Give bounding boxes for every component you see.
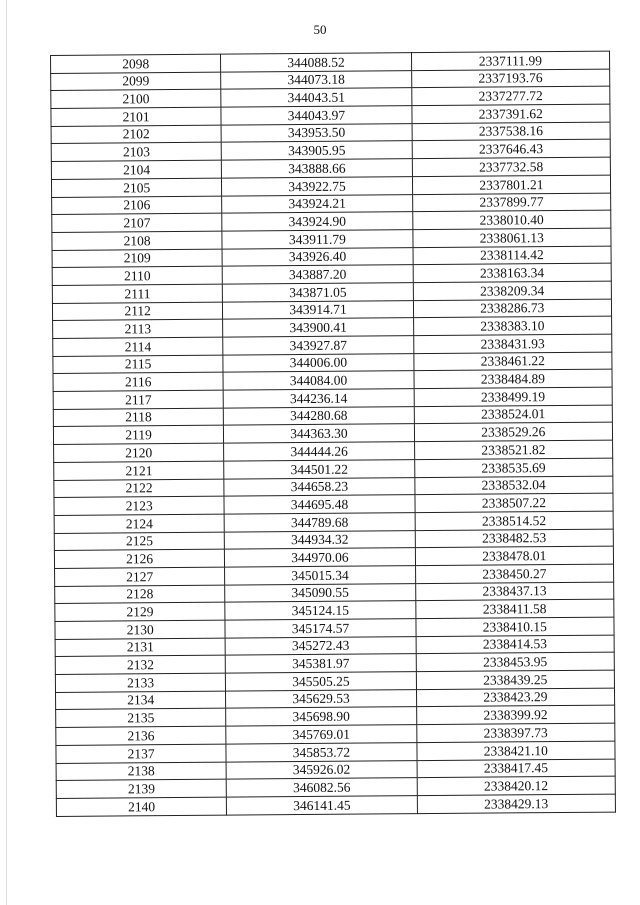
y-coordinate-cell: 2338524.01 — [414, 405, 612, 424]
x-coordinate-cell: 345769.01 — [226, 725, 416, 744]
y-coordinate-cell: 2338529.26 — [414, 423, 612, 442]
x-coordinate-cell: 344789.68 — [224, 513, 414, 532]
y-coordinate-cell: 2338061.13 — [413, 228, 611, 247]
point-number-cell: 2112 — [52, 302, 222, 321]
point-number-cell: 2104 — [51, 160, 221, 179]
y-coordinate-cell: 2338450.27 — [415, 564, 613, 583]
y-coordinate-cell: 2338521.82 — [414, 440, 612, 459]
point-number-cell: 2129 — [55, 602, 225, 621]
page-number: 50 — [313, 22, 327, 37]
x-coordinate-cell: 345090.55 — [225, 583, 415, 602]
point-number-cell: 2132 — [55, 656, 225, 675]
point-number-cell: 2137 — [56, 744, 226, 763]
point-number-cell: 2123 — [54, 496, 224, 515]
y-coordinate-cell: 2338383.10 — [413, 316, 611, 335]
point-number-cell: 2126 — [54, 549, 224, 568]
y-coordinate-cell: 2337732.58 — [412, 157, 610, 176]
y-coordinate-cell: 2337277.72 — [411, 86, 609, 105]
x-coordinate-cell: 343871.05 — [223, 283, 413, 302]
x-coordinate-cell: 344043.97 — [221, 106, 411, 125]
point-number-cell: 2105 — [51, 178, 221, 197]
y-coordinate-cell: 2338286.73 — [413, 299, 611, 318]
x-coordinate-cell: 345853.72 — [226, 742, 416, 761]
y-coordinate-cell: 2338507.22 — [415, 493, 613, 512]
point-number-cell: 2113 — [53, 319, 223, 338]
x-coordinate-cell: 343953.50 — [221, 123, 411, 142]
x-coordinate-cell: 346082.56 — [226, 778, 416, 797]
y-coordinate-cell: 2337899.77 — [412, 193, 610, 212]
point-number-cell: 2103 — [51, 143, 221, 162]
x-coordinate-cell: 344280.68 — [224, 406, 414, 425]
y-coordinate-cell: 2337111.99 — [411, 51, 609, 70]
y-coordinate-cell: 2338439.25 — [416, 670, 614, 689]
point-number-cell: 2134 — [56, 691, 226, 710]
y-coordinate-cell: 2338461.22 — [413, 352, 611, 371]
point-number-cell: 2110 — [52, 266, 222, 285]
y-coordinate-cell: 2338478.01 — [415, 546, 613, 565]
y-coordinate-cell: 2338114.42 — [413, 246, 611, 265]
x-coordinate-cell: 344444.26 — [224, 442, 414, 461]
x-coordinate-cell: 344006.00 — [223, 353, 413, 372]
point-number-cell: 2136 — [56, 726, 226, 745]
x-coordinate-cell: 343905.95 — [221, 141, 411, 160]
point-number-cell: 2109 — [52, 249, 222, 268]
point-number-cell: 2102 — [51, 125, 221, 144]
x-coordinate-cell: 344934.32 — [225, 530, 415, 549]
y-coordinate-cell: 2338484.89 — [414, 369, 612, 388]
x-coordinate-cell: 344501.22 — [224, 459, 414, 478]
coordinates-table-body — [51, 51, 616, 816]
point-number-cell: 2135 — [56, 709, 226, 728]
x-coordinate-cell: 343924.21 — [222, 194, 412, 213]
x-coordinate-cell: 346141.45 — [227, 796, 417, 815]
x-coordinate-cell: 343900.41 — [223, 318, 413, 337]
point-number-cell: 2116 — [53, 373, 223, 392]
y-coordinate-cell: 2338411.58 — [415, 599, 613, 618]
x-coordinate-cell: 345381.97 — [226, 654, 416, 673]
point-number-cell: 2131 — [55, 638, 225, 657]
y-coordinate-cell: 2337193.76 — [411, 69, 609, 88]
y-coordinate-cell: 2338163.34 — [413, 263, 611, 282]
point-number-cell: 2128 — [55, 585, 225, 604]
x-coordinate-cell: 345272.43 — [225, 636, 415, 655]
y-coordinate-cell: 2338421.10 — [417, 741, 615, 760]
x-coordinate-cell: 345015.34 — [225, 566, 415, 585]
point-number-cell: 2119 — [53, 426, 223, 445]
y-coordinate-cell: 2337801.21 — [412, 175, 610, 194]
coordinates-table — [50, 51, 616, 817]
y-coordinate-cell: 2338532.04 — [414, 476, 612, 495]
point-number-cell: 2114 — [53, 337, 223, 356]
point-number-cell: 2125 — [54, 532, 224, 551]
x-coordinate-cell: 345174.57 — [225, 619, 415, 638]
point-number-cell: 2121 — [54, 461, 224, 480]
point-number-cell: 2124 — [54, 514, 224, 533]
scan-edge-line — [6, 0, 7, 905]
x-coordinate-cell: 345505.25 — [226, 672, 416, 691]
x-coordinate-cell: 343914.71 — [223, 300, 413, 319]
y-coordinate-cell: 2338410.15 — [416, 617, 614, 636]
y-coordinate-cell: 2338482.53 — [415, 529, 613, 548]
point-number-cell: 2118 — [53, 408, 223, 427]
point-number-cell: 2115 — [53, 355, 223, 374]
x-coordinate-cell: 344088.52 — [221, 53, 411, 72]
x-coordinate-cell: 343926.40 — [222, 247, 412, 266]
x-coordinate-cell: 345926.02 — [226, 760, 416, 779]
y-coordinate-cell: 2338431.93 — [413, 334, 611, 353]
y-coordinate-cell: 2337391.62 — [412, 104, 610, 123]
x-coordinate-cell: 344236.14 — [223, 389, 413, 408]
x-coordinate-cell: 343911.79 — [222, 230, 412, 249]
y-coordinate-cell: 2338423.29 — [416, 688, 614, 707]
x-coordinate-cell: 343888.66 — [222, 159, 412, 178]
y-coordinate-cell: 2338417.45 — [417, 759, 615, 778]
x-coordinate-cell: 344073.18 — [221, 70, 411, 89]
y-coordinate-cell: 2338514.52 — [415, 511, 613, 530]
point-number-cell: 2101 — [51, 107, 221, 126]
point-number-cell: 2138 — [56, 762, 226, 781]
table-row — [56, 794, 615, 816]
point-number-cell: 2098 — [51, 54, 221, 73]
x-coordinate-cell: 343924.90 — [222, 212, 412, 231]
point-number-cell: 2107 — [52, 213, 222, 232]
y-coordinate-cell: 2337538.16 — [412, 122, 610, 141]
y-coordinate-cell: 2338420.12 — [417, 776, 615, 795]
x-coordinate-cell: 344043.51 — [221, 88, 411, 107]
point-number-cell: 2122 — [54, 479, 224, 498]
point-number-cell: 2111 — [52, 284, 222, 303]
point-number-cell: 2140 — [56, 797, 226, 816]
point-number-cell: 2133 — [55, 673, 225, 692]
x-coordinate-cell: 344695.48 — [224, 495, 414, 514]
point-number-cell: 2108 — [52, 231, 222, 250]
y-coordinate-cell: 2338209.34 — [413, 281, 611, 300]
x-coordinate-cell: 345124.15 — [225, 601, 415, 620]
x-coordinate-cell: 344084.00 — [223, 371, 413, 390]
point-number-cell: 2100 — [51, 90, 221, 109]
x-coordinate-cell: 343922.75 — [222, 176, 412, 195]
point-number-cell: 2120 — [54, 443, 224, 462]
x-coordinate-cell: 344658.23 — [224, 477, 414, 496]
y-coordinate-cell: 2338437.13 — [415, 582, 613, 601]
y-coordinate-cell: 2338429.13 — [417, 794, 615, 813]
x-coordinate-cell: 343887.20 — [222, 265, 412, 284]
y-coordinate-cell: 2338397.73 — [416, 723, 614, 742]
y-coordinate-cell: 2338399.92 — [416, 706, 614, 725]
x-coordinate-cell: 344970.06 — [225, 548, 415, 567]
y-coordinate-cell: 2337646.43 — [412, 140, 610, 159]
y-coordinate-cell: 2338535.69 — [414, 458, 612, 477]
point-number-cell: 2127 — [55, 567, 225, 586]
point-number-cell: 2117 — [53, 390, 223, 409]
x-coordinate-cell: 344363.30 — [224, 424, 414, 443]
y-coordinate-cell: 2338499.19 — [414, 387, 612, 406]
point-number-cell: 2130 — [55, 620, 225, 639]
x-coordinate-cell: 343927.87 — [223, 336, 413, 355]
y-coordinate-cell: 2338010.40 — [412, 210, 610, 229]
x-coordinate-cell: 345629.53 — [226, 689, 416, 708]
point-number-cell: 2099 — [51, 72, 221, 91]
point-number-cell: 2106 — [52, 196, 222, 215]
point-number-cell: 2139 — [56, 779, 226, 798]
y-coordinate-cell: 2338414.53 — [416, 635, 614, 654]
x-coordinate-cell: 345698.90 — [226, 707, 416, 726]
y-coordinate-cell: 2338453.95 — [416, 652, 614, 671]
